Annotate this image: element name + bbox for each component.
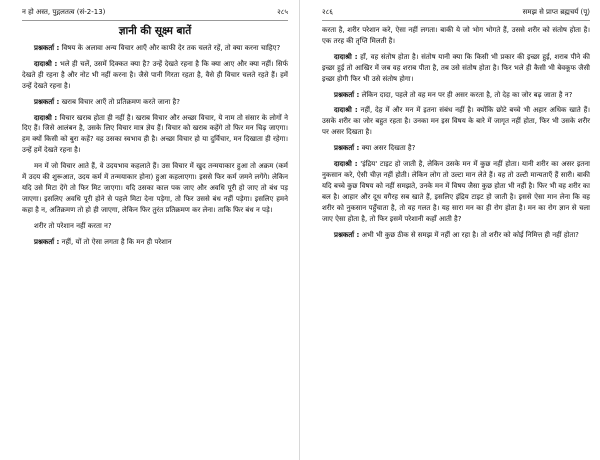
- left-running-head: [22, 8, 288, 21]
- paragraph-text: 'इंद्रिय' टाइट हो जाती है, लेकिन उसके मन में कुछ नहीं होता। यानी शरीर का असर इतना नुकसान करे, ऐसी चीज़ नहीं होती। लेकिन लोग तो उल्टा मान लेते हैं। वह तो उल्टी मान्यताएँ हैं सारी। बाकी यदि बच्चे कुछ विषय को नहीं समझते, उनके मन में विषय जैसा कुछ होता भी नहीं है। फिर भी वह शरीर का बल है। आहार और दूध वगैरह सब खाते हैं, इसलिए इंद्रिय टाइट हो जाती है। इससे ऐसा मान लेना कि वह शरीर को नुकसान पहुँचाता है, तो वह गलत है। यह सारा मन का ही रोग होता है। मन का रोग ज्ञान से चला जाए ऐसा होता है, तो फिर इसमें परेशानी कहाँ आती है?: [322, 160, 590, 223]
- speaker-label: प्रश्नकर्ता :: [334, 230, 360, 239]
- right-page: [300, 0, 600, 460]
- speaker-label: प्रश्नकर्ता :: [34, 97, 60, 106]
- left-paragraph-5: मन में जो विचार आते हैं, वे उदयभाव कहलाते हैं। उस विचार में खुद तन्मयाकार हुआ तो अक्रम (कर्म में उदय की शुरूआत, उदय कर्म में तन्मयाकार होना) हुआ कहलाएगा। इससे फिर कर्म जमने लगेंगे। लेकिन यदि उसे मिटा देंगे तो फिर मिट जाएगा। यदि उसका काल पक जाए और अवधि पूरी हो जाए तो बंध पड़ जाएगा। इसलिए अवधि पूरी होने से पहले मिटा देना पड़ेगा, तो फिर उससे बंध नहीं पड़ेगा। इसलिए हमने कहा है न, अतिक्रमण तो हो ही जाएगा, लेकिन फिर तुरंत प्रतिक्रमण कर लेना। ताकि फिर बंध न पड़े।: [22, 162, 288, 214]
- left-paragraph-7: [22, 237, 288, 248]
- right-header-title: समझ से प्राप्त ब्रह्मचर्य (पू): [522, 8, 590, 16]
- left-paragraph-3: [22, 97, 288, 108]
- right-paragraph-2: [322, 52, 590, 85]
- speaker-label: दादाश्री :: [334, 52, 358, 61]
- right-paragraph-7: [322, 230, 590, 241]
- paragraph-text: हाँ, वह संतोष होता है। संतोष यानी क्या कि किसी भी प्रकार की इच्छा हुई, शराब पीने की इच्छा हुई तो आखिर में जब वह शराब पीता है, तब उसे संतोष होता है। फिर भले ही कैसी भी बेवकूफ जैसी इच्छा होगी फिर भी उसे संतोष होगा।: [322, 52, 590, 83]
- right-paragraph-6: [322, 159, 590, 224]
- paragraph-text: नहीं, यों तो ऐसा लगता है कि मन ही परेशान: [59, 237, 172, 246]
- paragraph-text: खराब विचार आएँ तो प्रतिक्रमण करते जाना है?: [59, 97, 180, 106]
- paragraph-text: अभी भी कुछ ठीक से समझ में नहीं आ रहा है। तो शरीर को कोई निमित्त ही नहीं होता?: [359, 230, 579, 239]
- left-paragraph-1: [22, 43, 288, 54]
- paragraph-text: भले ही चलें, उसमें दिक्कत क्या है? उन्हें देखते रहना है कि क्या आए और क्या नहीं। सिर्फ देखते ही रहना है और नोट भी नहीं करना है। जैसे पानी गिरता रहता है, वैसे ही विचार चलते रहते हैं। हमें उन्हें देखते रहना है।: [22, 59, 288, 90]
- left-header-title: न हो अस्त, पुद्गलतत्व (सं-2-13): [22, 8, 106, 16]
- speaker-label: प्रश्नकर्ता :: [334, 144, 360, 153]
- speaker-label: दादाश्री :: [334, 106, 358, 115]
- speaker-label: दादाश्री :: [334, 160, 358, 169]
- right-paragraph-4: [322, 105, 590, 138]
- paragraph-text: विचार खराब होता ही नहीं है। खराब विचार और अच्छा विचार, ये नाम तो संसार के लोगों ने दिए हैं। जिसे आलंबन है, उसके लिए विचार मात्र ज्ञेय हैं। विचार को खराब कहेंगे तो फिर मन चिढ़ जाएगा। हम क्यों किसी को बुरा कहें? वह उसका स्वभाव ही है। अच्छा विचार हो या दुर्विचार, मन दिखाता ही रहेगा। उन्हें हमें देखते रहना है।: [22, 113, 288, 155]
- right-page-number: २८६: [322, 8, 333, 16]
- speaker-label: प्रश्नकर्ता :: [334, 90, 360, 99]
- speaker-label: प्रश्नकर्ता :: [34, 237, 60, 246]
- right-paragraph-3: [322, 90, 590, 101]
- right-paragraph-5: [322, 143, 590, 154]
- left-paragraph-2: [22, 59, 288, 92]
- right-paragraph-1: करता है, शरीर परेशान करे, ऐसा नहीं लगता। बाकी ये जो भोग भोगते हैं, उससे शरीर को संतोष होता है। एक तरह की तृप्ति मिलती है।: [322, 26, 590, 45]
- paragraph-text: विषय के अलावा अन्य विचार आएँ और काफी देर तक चलते रहें, तो क्या करना चाहिए?: [59, 44, 281, 52]
- speaker-label: प्रश्नकर्ता :: [34, 44, 60, 52]
- left-paragraph-4: [22, 113, 288, 157]
- speaker-label: दादाश्री :: [34, 113, 58, 122]
- chapter-title: ज्ञानी की सूक्ष्म बातें: [118, 25, 192, 37]
- left-page-number: २८५: [277, 8, 288, 16]
- paragraph-text: क्या असर दिखता है?: [359, 144, 416, 153]
- right-running-head: [322, 8, 590, 21]
- left-paragraph-6: शरीर तो परेशान नहीं करता न?: [34, 221, 112, 230]
- paragraph-text: लेकिन दादा, पहले तो वह मन पर ही असर करता है, तो देह का जोर बढ़ जाता है न?: [359, 90, 573, 99]
- paragraph-text: नहीं, देह में और मन में इतना संबंध नहीं है। क्योंकि छोटे बच्चे भी अहार अधिक खाते हैं। उसके शरीर का जोर बहुत रहता है। उनका मन इस विषय के बारे में जागृत नहीं होता, फिर भी उसके शरीर पर असर दिखता है।: [322, 106, 590, 137]
- speaker-label: दादाश्री :: [34, 59, 58, 68]
